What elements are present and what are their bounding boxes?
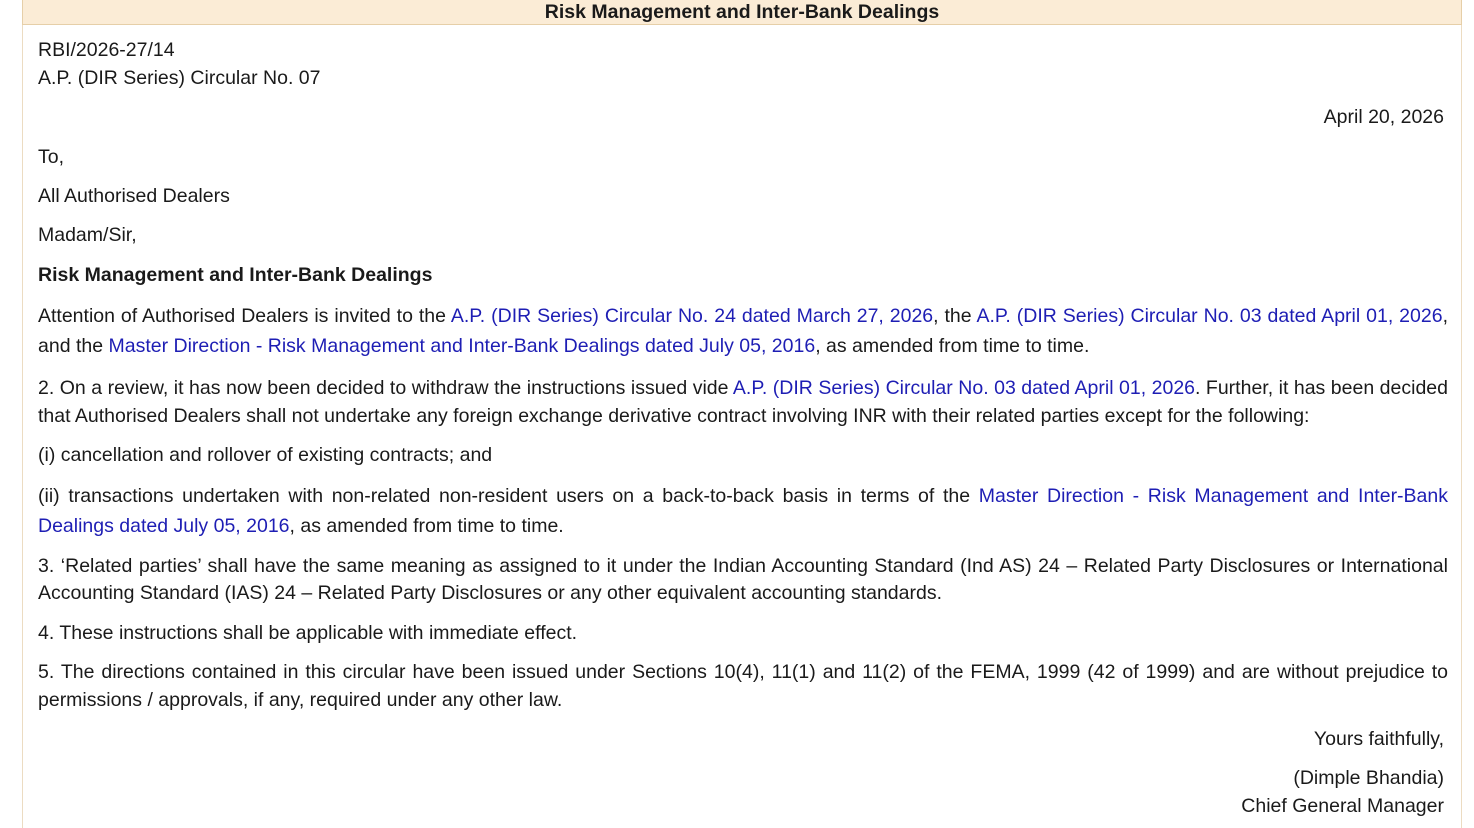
list-item-i: (i) cancellation and rollover of existing contracts; and (38, 444, 493, 466)
paragraph-intro (38, 301, 1448, 361)
circular-24-link[interactable]: A.P. (DIR Series) Circular No. 24 dated March 27, 2026 (450, 305, 934, 327)
recipient-prefix: To, (38, 146, 65, 168)
reference-block (38, 36, 1444, 92)
master-direction-link[interactable]: Master Direction - Risk Management and Inter-Bank Dealings dated July 05, 2016 (108, 335, 816, 357)
paragraph-text: . Further, it has been decided that Authorised Dealers shall not undertake any foreign exchange derivative contract involving INR with their related parties except for the following: (38, 377, 1448, 427)
signature-block (38, 764, 1444, 820)
paragraph-text: , the (933, 305, 977, 327)
paragraph-5: 5. The directions contained in this circular have been issued under Sections 10(4), 11(1) and 11(2) of the FEMA, 1999 (42 of 1999) and are without prejudice to permissions / approvals, if any, required under any other law. (38, 661, 1448, 711)
reference-number: RBI/2026-27/14 (38, 39, 175, 61)
addressee: All Authorised Dealers (38, 185, 230, 207)
signatory-name: (Dimple Bhandia) (1293, 767, 1444, 789)
paragraph-text: , and the (38, 305, 1448, 357)
paragraph-text: , as amended from time to time. (815, 335, 1090, 357)
paragraph-text: 2. On a review, it has now been decided to withdraw the instructions issued vide (38, 377, 733, 399)
circular-03-link[interactable]: A.P. (DIR Series) Circular No. 03 dated April 01, 2026 (976, 305, 1443, 327)
page-title: Risk Management and Inter-Bank Dealings (544, 1, 940, 23)
subject-heading: Risk Management and Inter-Bank Dealings (38, 264, 433, 286)
title-bar (22, 0, 1462, 25)
paragraph-4: 4. These instructions shall be applicable with immediate effect. (38, 622, 578, 644)
circular-03-link[interactable]: A.P. (DIR Series) Circular No. 03 dated April 01, 2026 (732, 377, 1196, 399)
paragraph-text: Attention of Authorised Dealers is invited to the (38, 305, 451, 327)
signatory-designation: Chief General Manager (1241, 795, 1444, 817)
paragraph-2 (38, 374, 1448, 430)
paragraph-text: (ii) transactions undertaken with non-related non-resident users on a back-to-back basis in terms of the (38, 485, 979, 507)
salutation: Madam/Sir, (38, 224, 137, 246)
circular-body (22, 25, 1462, 828)
paragraph-text: , as amended from time to time. (289, 515, 564, 537)
circular-number: A.P. (DIR Series) Circular No. 07 (38, 67, 321, 89)
list-item-ii (38, 481, 1448, 541)
paragraph-3: 3. ‘Related parties’ shall have the same meaning as assigned to it under the Indian Accounting Standard (Ind AS) 24 – Related Party Disclosures or International Accounting Standard (IAS) 24 – Related Party Disclosures or any other equivalent accounting standards. (38, 555, 1448, 604)
circular-date: April 20, 2026 (1323, 106, 1444, 128)
closing-line: Yours faithfully, (1313, 728, 1444, 750)
master-direction-link[interactable]: Master Direction - Risk Management and Inter-Bank Dealings dated July 05, 2016 (38, 485, 1448, 537)
